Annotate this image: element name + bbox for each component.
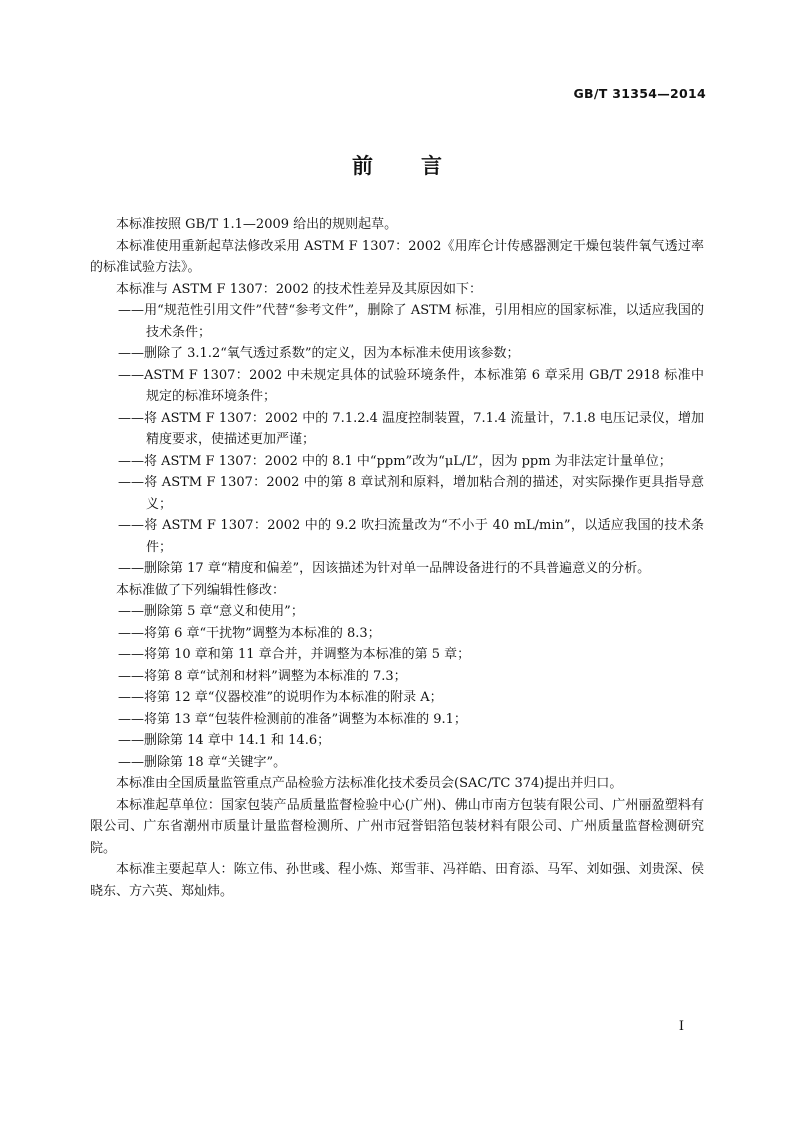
paragraph-drafters: 本标准主要起草人：陈立伟、孙世彧、程小炼、郑雪菲、冯祥皓、田育添、马军、刘如强、刘贵深、侯晓东、方六英、郑灿炜。 [90, 862, 704, 899]
list-item: ——将 ASTM F 1307：2002 中的 8.1 中“ppm”改为“μL/L”，因为 ppm 为非法定计量单位； [118, 453, 672, 469]
list-item: ——将第 12 章“仪器校准”的说明作为本标准的附录 A； [118, 690, 443, 705]
list-item: ——将 ASTM F 1307：2002 中的 7.1.2.4 温度控制装置，7.1.4 流量计，7.1.8 电压记录仪，增加精度要求，使描述更加严谨； [118, 410, 704, 447]
list-item: ——用“规范性引用文件”代替“参考文件”，删除了 ASTM 标准，引用相应的国家标准，以适应我国的技术条件； [118, 303, 704, 340]
paragraph-proposer: 本标准由全国质量监管重点产品检验方法标准化技术委员会(SAC/TC 374)提出并归口。 [116, 776, 623, 791]
list-item: ——将第 10 章和第 11 章合并，并调整为本标准的第 5 章； [118, 647, 471, 662]
page-number: I [678, 1019, 684, 1034]
list-item: ——删除第 17 章“精度和偏差”，因该描述为针对单一品牌设备进行的不具普遍意义的分析。 [118, 561, 651, 576]
list-item: ——将第 6 章“干扰物”调整为本标准的 8.3； [118, 625, 381, 641]
paragraph-editorial-intro: 本标准做了下列编辑性修改： [116, 582, 286, 598]
list-item: ——将第 8 章“试剂和材料”调整为本标准的 7.3； [118, 668, 407, 684]
paragraph-drafting-units: 本标准起草单位：国家包装产品质量监督检验中心(广州)、佛山市南方包装有限公司、广州丽盈塑料有限公司、广东省潮州市质量计量监督检测所、广州市冠誉铝箔包装材料有限公司、广州质量监督检测研究院。 [90, 797, 704, 856]
list-item: ——将 ASTM F 1307：2002 中的第 8 章试剂和原料，增加粘合剂的描述，对实际操作更具指导意义； [118, 475, 704, 512]
document-body [90, 214, 704, 902]
list-item: ——删除第 14 章中 14.1 和 14.6； [118, 733, 331, 748]
paragraph-differences-intro: 本标准与 ASTM F 1307：2002 的技术性差异及其原因如下： [116, 281, 482, 297]
standard-number: GB/T 31354—2014 [573, 86, 706, 101]
title-char-1: 前 [352, 154, 373, 178]
list-item: ——将第 13 章“包装件检测前的准备”调整为本标准的 9.1； [118, 711, 467, 727]
list-item: ——删除了 3.1.2“氧气透过系数”的定义，因为本标准未使用该参数； [118, 346, 520, 361]
paragraph-adoption: 本标准使用重新起草法修改采用 ASTM F 1307：2002《用库仑计传感器测定干燥包装件氧气透过率的标准试验方法》。 [90, 238, 704, 275]
list-item: ——删除第 5 章“意义和使用”； [118, 604, 304, 619]
page-title [0, 150, 794, 180]
list-item: ——ASTM F 1307：2002 中未规定具体的试验环境条件，本标准第 6 章采用 GB/T 2918 标准中规定的标准环境条件； [118, 367, 704, 404]
paragraph-drafting-rules: 本标准按照 GB/T 1.1—2009 给出的规则起草。 [116, 217, 398, 232]
list-item: ——将 ASTM F 1307：2002 中的 9.2 吹扫流量改为“不小于 40 mL/min”，以适应我国的技术条件； [118, 518, 704, 555]
title-char-2: 言 [421, 154, 442, 178]
list-item: ——删除第 18 章“关键字”。 [118, 754, 287, 770]
